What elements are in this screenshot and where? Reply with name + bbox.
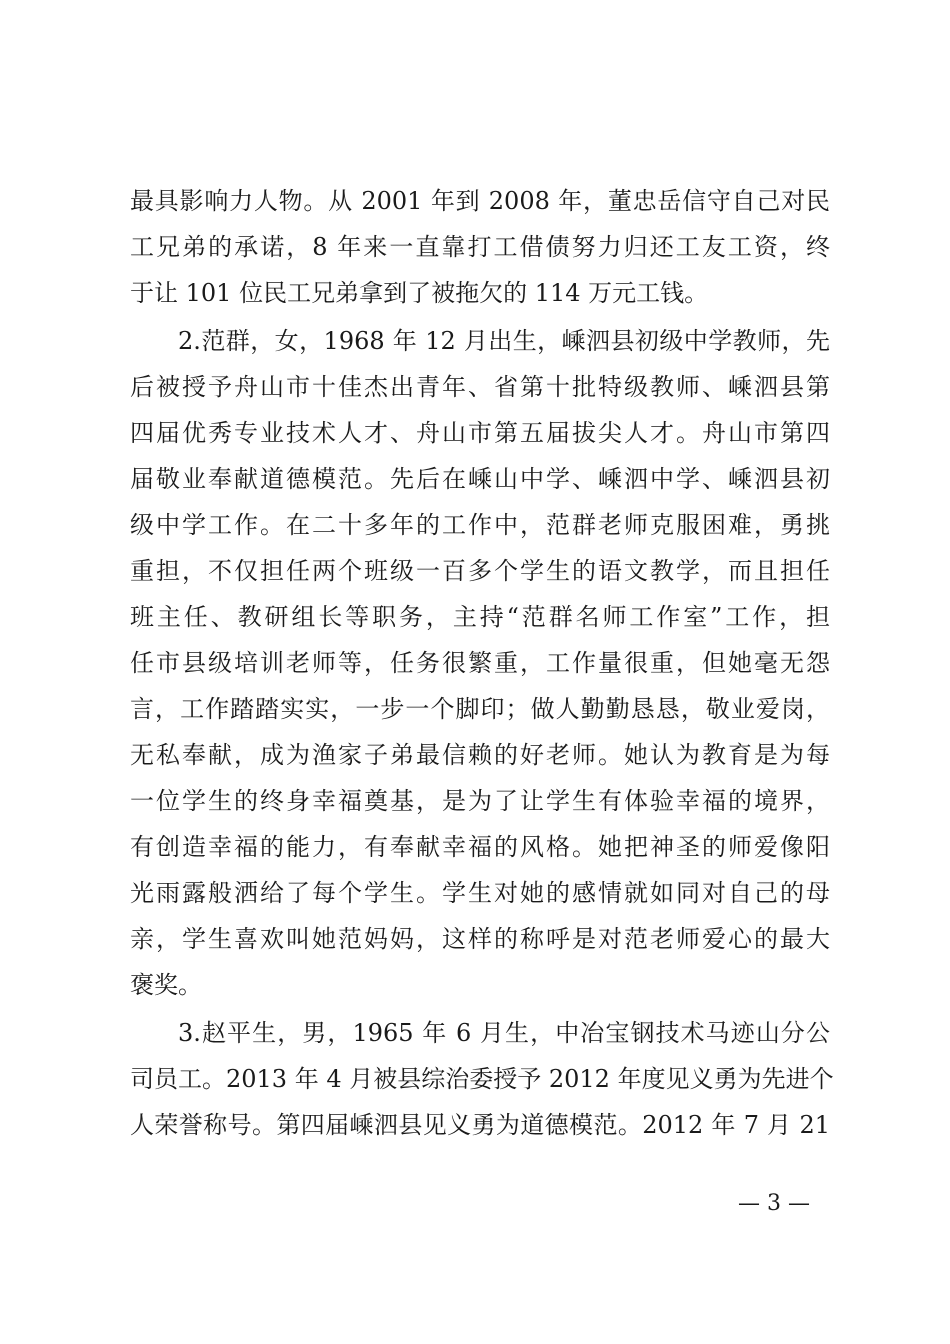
- text-line: 班主任、教研组长等职务，主持“范群名师工作室”工作，担: [130, 603, 830, 631]
- text-line: 后被授予舟山市十佳杰出青年、省第十批特级教师、嵊泗县第: [130, 373, 830, 401]
- text-line: 人荣誉称号。第四届嵊泗县见义勇为道德模范。2012 年 7 月 21: [130, 1111, 830, 1139]
- text-line: 届敬业奉献道德模范。先后在嵊山中学、嵊泗中学、嵊泗县初: [130, 465, 830, 493]
- page-number: — 3 —: [738, 1191, 810, 1216]
- text-line: 3.赵平生，男，1965 年 6 月生，中冶宝钢技术马迹山分公: [178, 1019, 830, 1047]
- text-line: 无私奉献，成为渔家子弟最信赖的好老师。她认为教育是为每: [130, 741, 830, 769]
- text-line: 级中学工作。在二十多年的工作中，范群老师克服困难，勇挑: [130, 511, 830, 539]
- text-line: 亲，学生喜欢叫她范妈妈，这样的称呼是对范老师爱心的最大: [130, 925, 830, 953]
- text-line: 最具影响力人物。从 2001 年到 2008 年，董忠岳信守自己对民: [130, 187, 830, 215]
- text-line: 于让 101 位民工兄弟拿到了被拖欠的 114 万元工钱。: [130, 279, 709, 307]
- text-line: 光雨露般洒给了每个学生。学生对她的感情就如同对自己的母: [130, 879, 830, 907]
- text-line: 言，工作踏踏实实，一步一个脚印；做人勤勤恳恳，敬业爱岗，: [130, 695, 830, 723]
- text-line: 四届优秀专业技术人才、舟山市第五届拔尖人才。舟山市第四: [130, 419, 830, 447]
- text-line: 重担，不仅担任两个班级一百多个学生的语文教学，而且担任: [130, 557, 830, 585]
- text-line: 褒奖。: [130, 971, 202, 999]
- text-line: 有创造幸福的能力，有奉献幸福的风格。她把神圣的师爱像阳: [130, 833, 830, 861]
- text-line: 任市县级培训老师等，任务很繁重，工作量很重，但她毫无怨: [130, 649, 830, 677]
- text-line: 工兄弟的承诺，8 年来一直靠打工借债努力归还工友工资，终: [130, 233, 830, 261]
- text-line: 一位学生的终身幸福奠基，是为了让学生有体验幸福的境界，: [130, 787, 830, 815]
- text-line: 司员工。2013 年 4 月被县综治委授予 2012 年度见义勇为先进个: [130, 1065, 834, 1093]
- text-line: 2.范群，女，1968 年 12 月出生，嵊泗县初级中学教师，先: [178, 327, 830, 355]
